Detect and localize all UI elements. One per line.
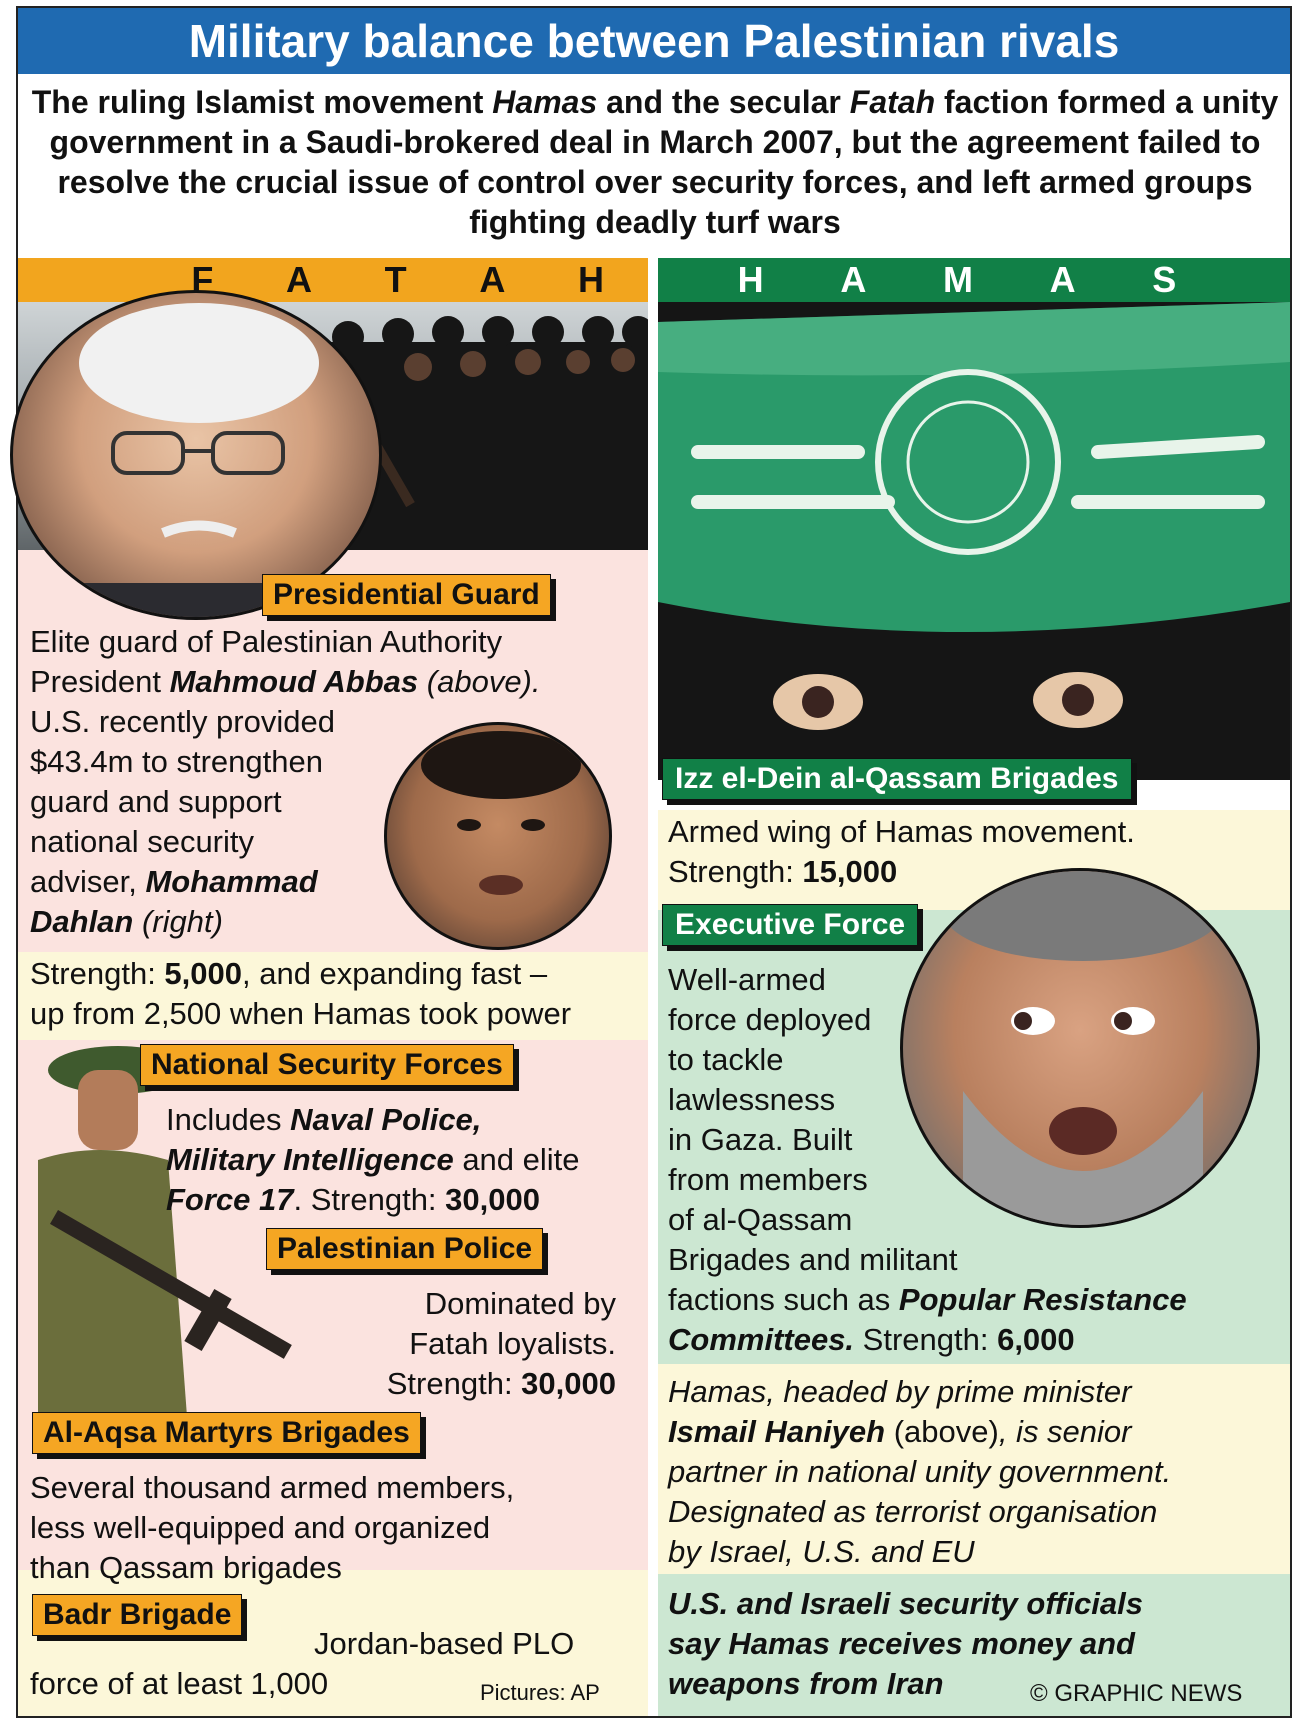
national-security-label: National Security Forces [140,1044,514,1086]
badr-brigade-text-2: force of at least 1,000 [30,1666,329,1701]
iran-text: U.S. and Israeli security officials say Hamas receives money and weapons from Iran [668,1586,1143,1701]
column-divider [648,258,658,1716]
hamas-heading: H A M A S [658,258,1290,302]
badr-brigade-label: Badr Brigade [32,1594,242,1636]
palestinian-police-label: Palestinian Police [266,1228,543,1270]
executive-force-text: Well-armed force deployed to tackle lawlessness in Gaza. Built from members of al-Qassam Brigades and militant factions such as Popular Resistance Committees. Strength: 6,000 [668,962,1187,1357]
page-title: Military balance between Palestinian rivals [18,8,1290,74]
graphic-news-credit: © GRAPHIC NEWS [1030,1680,1243,1707]
executive-force-label: Executive Force [662,904,918,946]
qassam-text: Armed wing of Hamas movement. Strength: 15,000 [668,814,1135,889]
pictures-credit: Pictures: AP [480,1680,600,1705]
al-aqsa-text: Several thousand armed members, less well-equipped and organized than Qassam brigades [30,1470,515,1585]
qassam-label: Izz el-Dein al-Qassam Brigades [662,758,1132,800]
presidential-guard-label: Presidential Guard [262,574,551,616]
al-aqsa-label: Al-Aqsa Martyrs Brigades [32,1412,421,1454]
haniyeh-text: Hamas, headed by prime minister Ismail Haniyeh (above), is senior partner in national unity government. Designated as terrorist organisation by Israel, U.S. and EU [668,1374,1172,1569]
dahlan-photo [384,722,612,950]
presidential-guard-text: Elite guard of Palestinian Authority President Mahmoud Abbas (above). U.S. recently provided $43.4m to strengthen guard and support national security adviser, Mohammad Dahlan (right) [30,624,541,939]
national-security-text: Includes Naval Police, Military Intelligence and elite Force 17. Strength: 30,000 [166,1102,580,1217]
qassam-photo [658,302,1290,780]
abbas-photo [10,290,382,620]
palestinian-police-text: Dominated by Fatah loyalists. Strength: 30,000 [386,1286,616,1401]
badr-brigade-text-1: Jordan-based PLO [314,1626,575,1661]
presidential-guard-strength: Strength: 5,000, and expanding fast – up from 2,500 when Hamas took power [30,956,572,1031]
fatah-heading: F A T A H [18,258,648,302]
intro-text: The ruling Islamist movement Hamas and the secular Fatah faction formed a unity government in a Saudi-brokered deal in March 2007, but the agreement failed to resolve the crucial issue of control over security forces, and left armed groups fighting deadly turf wars [31,84,1279,240]
